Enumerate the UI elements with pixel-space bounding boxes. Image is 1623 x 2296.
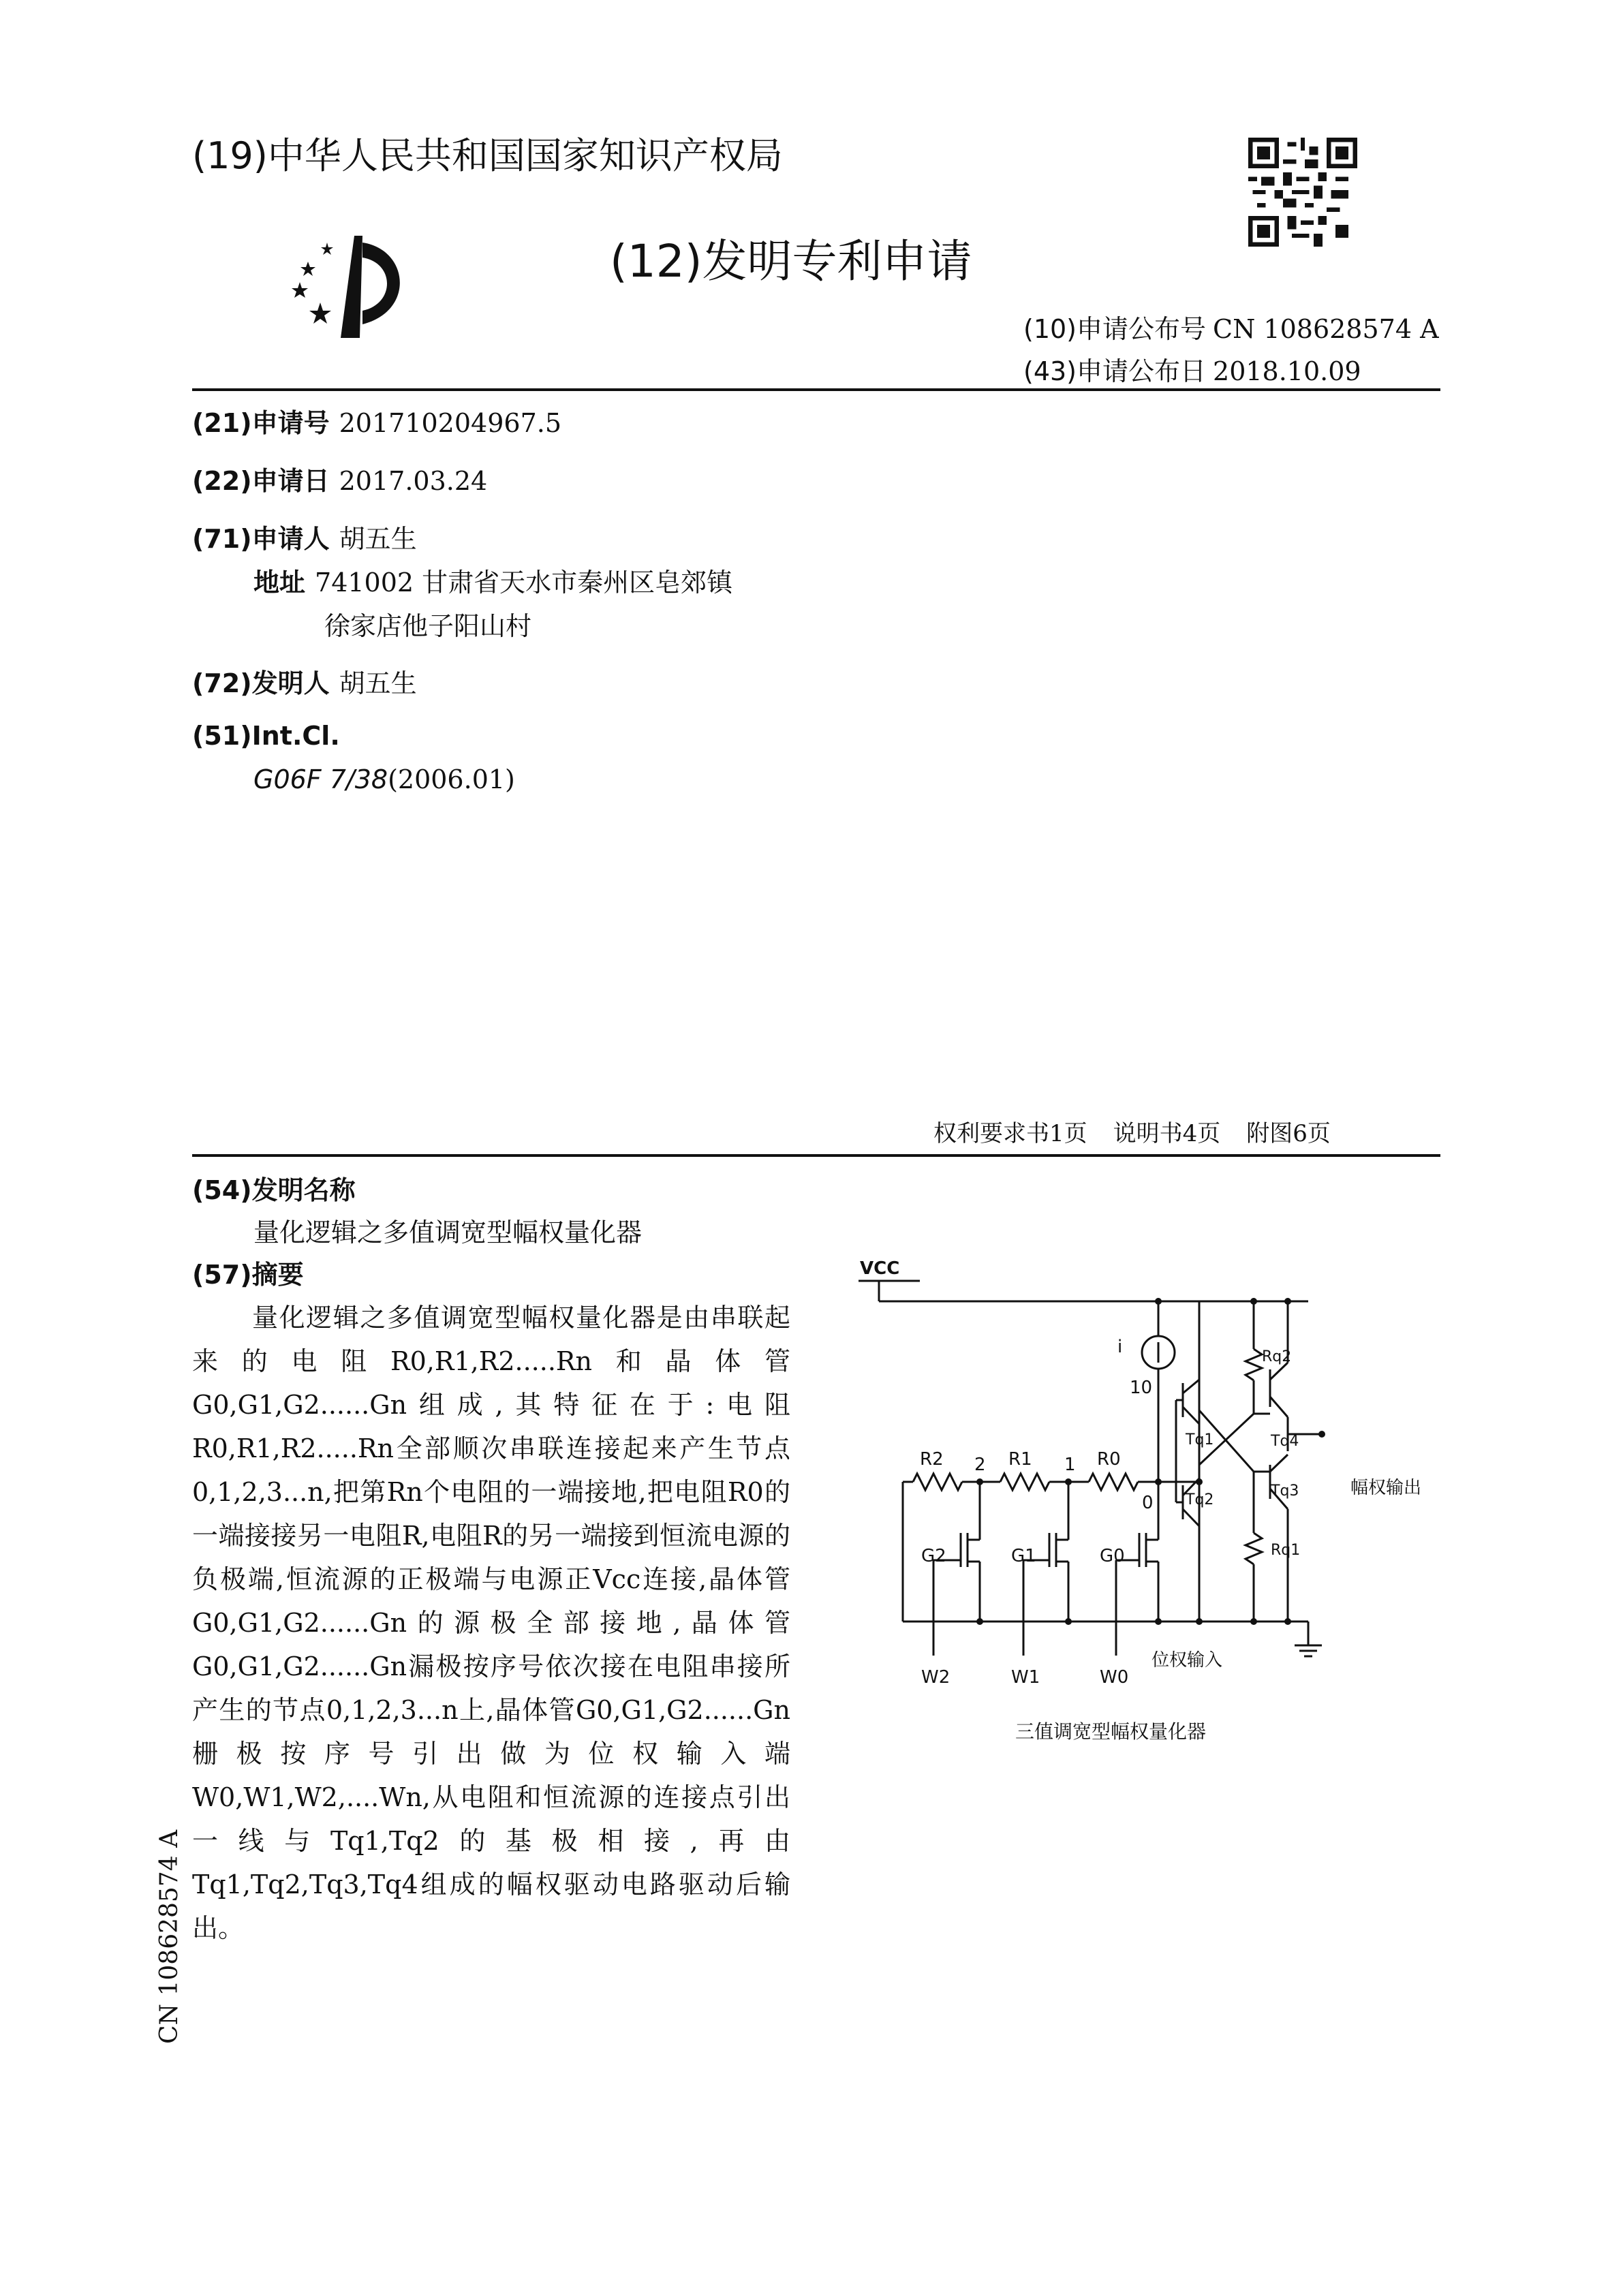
publication-number-value: CN 108628574 A: [1213, 314, 1439, 344]
int-cl-code: [253, 764, 515, 794]
int-cl-label: (51)Int.Cl.: [192, 721, 340, 751]
rq2-label: Rq2: [1262, 1348, 1292, 1365]
vcc-label: VCC: [860, 1258, 900, 1279]
claims-pages: 权利要求书1页: [933, 1120, 1087, 1147]
g2-label: G2: [921, 1546, 946, 1566]
application-number: [192, 402, 561, 439]
g0-label: G0: [1100, 1546, 1125, 1566]
applicant: [192, 518, 417, 555]
inventor-value: 胡五生: [339, 668, 417, 698]
tq4-label: Tq4: [1271, 1433, 1299, 1450]
circuit-diagram: [845, 1247, 1458, 1765]
office-name: (19)中华人民共和国国家知识产权局: [192, 134, 783, 177]
publication-date: [1023, 350, 1361, 388]
tq1-label: Tq1: [1186, 1431, 1214, 1448]
applicant-value: 胡五生: [339, 524, 417, 554]
address-line1: 741002 甘肃省天水市秦州区皂郊镇: [315, 568, 733, 598]
int-cl-code-value: G06F 7/38: [253, 764, 388, 794]
inventor: [192, 662, 417, 700]
cnipa-logo: [273, 222, 422, 345]
current-source-label: i: [1117, 1337, 1123, 1357]
publication-number-label: (10)申请公布号: [1023, 314, 1207, 344]
tq2-label: Tq2: [1186, 1491, 1214, 1508]
rq1-label: Rq1: [1271, 1542, 1301, 1559]
tq3-label: Tq3: [1271, 1483, 1299, 1500]
int-cl: [192, 721, 340, 751]
document-type: (12)发明专利申请: [610, 235, 972, 288]
section-rule: [192, 1154, 1440, 1157]
application-number-label: (21)申请号: [192, 408, 330, 438]
drawings-pages: 附图6页: [1246, 1120, 1331, 1147]
r0-label: R0: [1097, 1449, 1121, 1470]
publication-date-value: 2018.10.09: [1213, 356, 1361, 386]
r1-label: R1: [1008, 1449, 1032, 1470]
w0-label: W0: [1100, 1667, 1129, 1688]
node-2-label: 2: [974, 1455, 986, 1475]
application-date: [192, 460, 487, 497]
abstract-label: (57)摘要: [192, 1260, 304, 1290]
application-date-value: 2017.03.24: [339, 466, 488, 496]
circuit-caption: 三值调宽型幅权量化器: [1015, 1720, 1207, 1743]
header-rule: [192, 388, 1440, 391]
publication-date-label: (43)申请公布日: [1023, 356, 1207, 386]
invention-title-label: (54)发明名称: [192, 1175, 356, 1205]
current-value-label: 10: [1130, 1378, 1153, 1398]
output-label: 幅权输出: [1350, 1478, 1422, 1498]
invention-title: 量化逻辑之多值调宽型幅权量化器: [253, 1217, 643, 1247]
node-0-label: 0: [1142, 1493, 1154, 1513]
application-date-label: (22)申请日: [192, 466, 330, 496]
w1-label: W1: [1011, 1667, 1040, 1688]
side-publication-number: CN 108628574 A: [155, 1829, 183, 2044]
applicant-label: (71)申请人: [192, 524, 330, 554]
application-number-value: 201710204967.5: [339, 408, 562, 438]
int-cl-year: (2006.01): [388, 764, 515, 794]
abstract-text: 量化逻辑之多值调宽型幅权量化器是由串联起来的电阻R0,R1,R2.....Rn和晶体管G0,G1,G2......Gn组成,其特征在于:电阻R0,R1,R2.....Rn全部顺次串联连接起来产生节点0,1,2,3...n,把第Rn个电阻的一端接地,把电阻R0的一端接接另一电阻R,电阻R的另一端接到恒流电源的负极端,恒流源的正极端与电源正Vcc连接,晶体管G0,G1,G2......Gn的源极全部接地,晶体管G0,G1,G2......Gn漏极按序号依次接在电阻串接所产生的节点0,1,2,3...n上,晶体管G0,G1,G2......Gn栅极按序号引出做为位权输入端W0,W1,W2,....Wn,从电阻和恒流源的连接点引出一线与Tq1,Tq2的基极相接,再由Tq1,Tq2,Tq3,Tq4组成的幅权驱动电路驱动后输出。: [192, 1303, 790, 1943]
page-counts: [933, 1115, 1357, 1148]
address-label: 地址: [253, 568, 306, 598]
inventor-label: (72)发明人: [192, 668, 330, 698]
address: [253, 561, 732, 599]
description-pages: 说明书4页: [1113, 1120, 1221, 1147]
address-line2: 徐家店他子阳山村: [324, 611, 532, 641]
g1-label: G1: [1011, 1546, 1036, 1566]
bit-input-label: 位权输入: [1151, 1650, 1223, 1671]
w2-label: W2: [921, 1667, 950, 1688]
publication-number: [1023, 308, 1439, 345]
node-1-label: 1: [1064, 1455, 1076, 1475]
qr-code: [1248, 138, 1357, 247]
r2-label: R2: [920, 1449, 944, 1470]
